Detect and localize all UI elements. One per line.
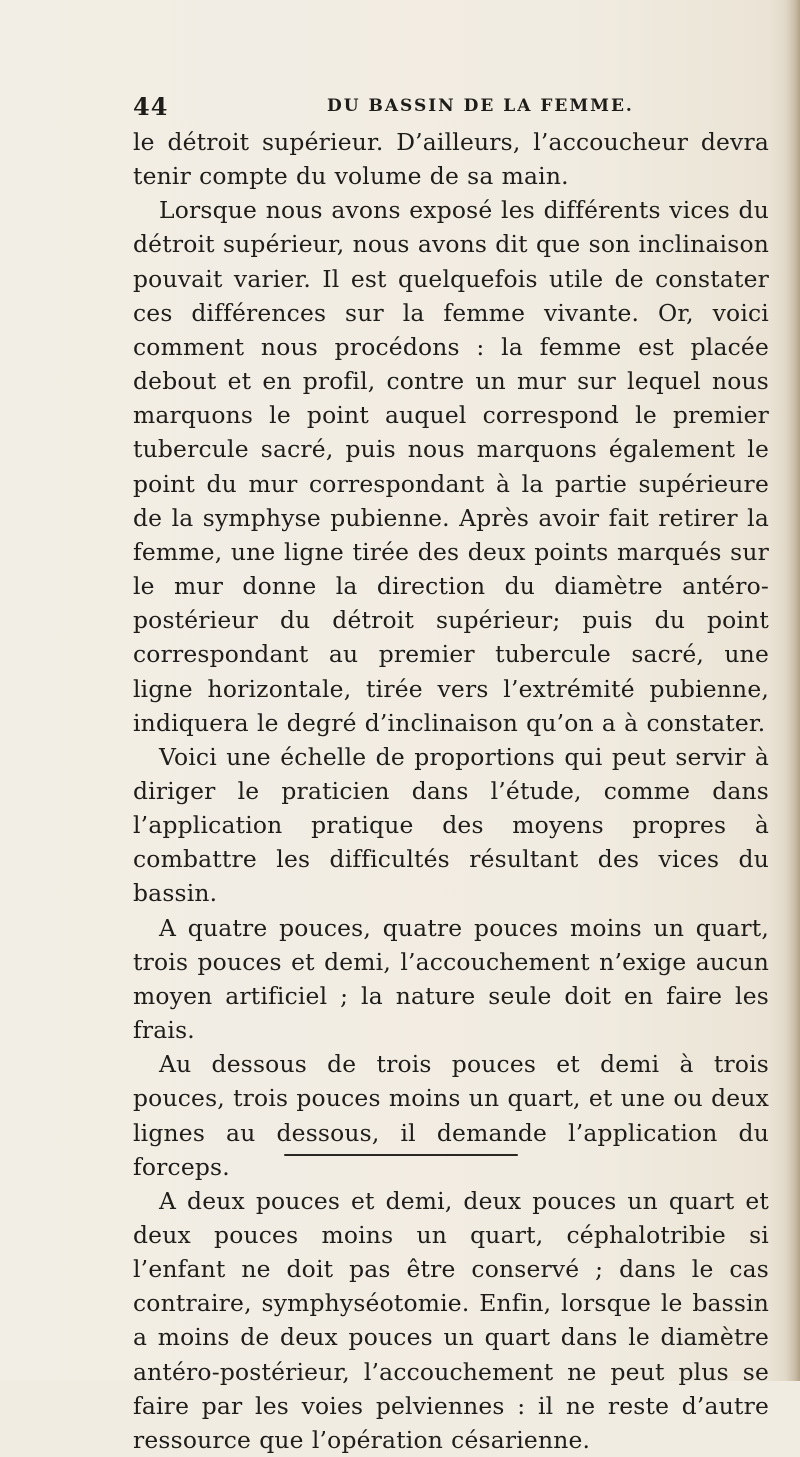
- paragraph-continuation: le détroit supérieur. D’ailleurs, l’accoucheur devra tenir compte du volume de sa main.: [133, 128, 769, 191]
- body-text: [133, 125, 769, 1457]
- page-header: [133, 92, 769, 122]
- paragraph-scale: Voici une échelle de proportions qui peut servir à diriger le praticien dans l’étude, comme dans l’application pratique des moyens propres à combattre les difficultés résultant des vices du bassin.: [133, 742, 769, 908]
- paragraph-four-inches: A quatre pouces, quatre pouces moins un quart, trois pouces et demi, l’accouchement n’exige aucun moyen artificiel ; la nature seule doit en faire les frais.: [133, 913, 769, 1045]
- paragraph-forceps: Au dessous de trois pouces et demi à trois pouces, trois pouces moins un quart, et une ou deux lignes au dessous, il demande l’application du forceps.: [133, 1050, 769, 1181]
- page-number: 44: [133, 92, 169, 121]
- paragraph-cesarean: A deux pouces et demi, deux pouces un quart et deux pouces moins un quart, céphalotribie si l’enfant ne doit pas être conservé ; dans le cas contraire, symphyséotomie. Enfin, lorsque le bassin a moins de deux pouces un quart dans le diamètre antéro-postérieur, l’accouchement ne peut plus se faire par les voies pelviennes : il ne reste d’autre ressource que l’opération césarienne.: [133, 1186, 769, 1454]
- page-edge-shadow: [786, 0, 800, 1381]
- section-end-rule: [284, 1154, 518, 1156]
- paragraph-inclination: Lorsque nous avons exposé les différents vices du détroit supérieur, nous avons dit que son inclinaison pouvait varier. Il est quelquefois utile de constater ces différences sur la femme vivante. Or, voici comment nous procédons : la femme est placée debout et en profil, contre un mur sur lequel nous marquons le point auquel correspond le premier tubercule sacré, puis nous marquons également le point du mur correspondant à la partie supérieure de la symphyse pubienne. Après avoir fait retirer la femme, une ligne tirée des deux points marqués sur le mur donne la direction du diamètre antéro-postérieur du détroit supérieur; puis du point correspondant au premier tubercule sacré, une ligne horizontale, tirée vers l’extrémité pubienne, indiquera le degré d’inclinaison qu’on a à constater.: [133, 196, 769, 737]
- running-title: DU BASSIN DE LA FEMME.: [327, 96, 634, 116]
